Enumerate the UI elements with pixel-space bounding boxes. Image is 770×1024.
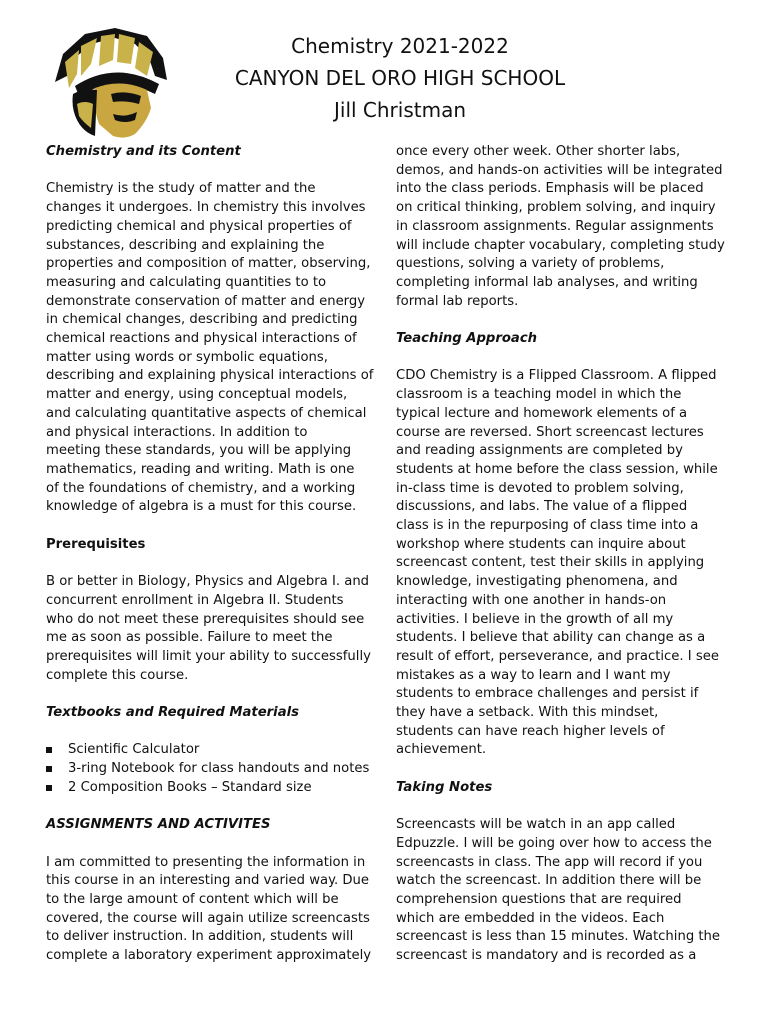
paragraph-line: demos, and hands-on activities will be integrated [396, 162, 723, 178]
paragraph-line: Chemistry is the study of matter and the [46, 181, 316, 197]
prerequisites-heading: Prerequisites [46, 536, 146, 552]
paragraph-line: activities. I believe in the growth of all my [396, 611, 674, 627]
paragraph-line: complete this course. [46, 667, 189, 683]
paragraph-line: Screencasts will be watch in an app called [396, 817, 676, 833]
paragraph-line: demonstrate conservation of matter and energy [46, 293, 366, 309]
assignments-continued-paragraph [396, 143, 731, 311]
paragraph-line: students. I believe that ability can change as a [396, 630, 706, 646]
paragraph-line: concurrent enrollment in Algebra II. Students [46, 592, 344, 608]
paragraph-line: complete a laboratory experiment approximately [46, 948, 372, 964]
teaching-approach-paragraph [396, 367, 731, 760]
paragraph-line: to deliver instruction. In addition, students will [46, 929, 354, 945]
paragraph-line: on critical thinking, problem solving, and inquiry [396, 200, 716, 216]
paragraph-line: interacting with one another in hands-on [396, 592, 667, 608]
paragraph-line: and physical interactions. In addition to [46, 424, 308, 440]
bullet-icon [46, 785, 52, 791]
paragraph-line: and calculating quantitative aspects of chemical [46, 405, 367, 421]
taking-notes-heading: Taking Notes [396, 779, 493, 795]
paragraph-line: describing and explaining physical interactions of [46, 368, 374, 384]
list-item-text: Scientific Calculator [68, 742, 200, 758]
paragraph-line: completing informal lab analyses, and writing [396, 274, 698, 290]
paragraph-line: screencast content, test their skills in applying [396, 555, 705, 571]
paragraph-line: screencasts in class. The app will record if you [396, 854, 703, 870]
list-item-text: 3-ring Notebook for class handouts and notes [68, 761, 370, 777]
paragraph-line: discussions, and labs. The value of a flipped [396, 499, 688, 515]
paragraph-line: in-class time is devoted to problem solving, [396, 480, 684, 496]
course-title: Chemistry 2021-2022 [291, 34, 509, 58]
paragraph-line: to the large amount of content which will be [46, 892, 339, 908]
assignments-paragraph [46, 854, 378, 966]
paragraph-line: comprehension questions that are required [396, 892, 682, 908]
list-item [46, 779, 378, 798]
teaching-approach-heading: Teaching Approach [396, 331, 538, 347]
materials-heading: Textbooks and Required Materials [46, 705, 299, 721]
assignments-heading: ASSIGNMENTS AND ACTIVITES [46, 817, 271, 833]
paragraph-line: of the foundations of chemistry, and a working [46, 480, 356, 496]
paragraph-line: result of effort, perseverance, and practice. I see [396, 648, 719, 664]
paragraph-line: Edpuzzle. I will be going over how to access the [396, 835, 712, 851]
paragraph-line: and reading assignments are completed by [396, 443, 683, 459]
content-heading: Chemistry and its Content [46, 144, 241, 159]
paragraph-line: class is in the repurposing of class time into a [396, 518, 699, 534]
paragraph-line: in chemical changes, describing and predicting [46, 312, 358, 328]
materials-list [46, 741, 378, 797]
paragraph-line: once every other week. Other shorter labs, [396, 144, 681, 159]
paragraph-line: watch the screencast. In addition there will be [396, 873, 702, 889]
bullet-icon [46, 747, 52, 753]
paragraph-line: this course in an interesting and varied way. Due [46, 873, 370, 889]
bullet-icon [46, 766, 52, 772]
paragraph-line: knowledge of algebra is a must for this course. [46, 499, 357, 515]
paragraph-line: screencast is mandatory and is recorded as a [396, 948, 697, 964]
paragraph-line: predicting chemical and physical properties of [46, 218, 352, 234]
paragraph-line: changes it undergoes. In chemistry this involves [46, 200, 366, 216]
list-item [46, 760, 378, 779]
paragraph-line: meeting these standards, you will be applying [46, 443, 352, 459]
list-item [46, 741, 378, 760]
paragraph-line: students to embrace challenges and persist if [396, 686, 699, 702]
document-header [175, 30, 625, 126]
taking-notes-paragraph [396, 816, 731, 966]
paragraph-line: me as soon as possible. Failure to meet the [46, 630, 333, 646]
paragraph-line: substances, describing and explaining the [46, 237, 325, 253]
paragraph-line: measuring and calculating quantities to to [46, 274, 327, 290]
paragraph-line: CDO Chemistry is a Flipped Classroom. A flipped [396, 368, 717, 384]
paragraph-line: students can have reach higher levels of [396, 723, 665, 739]
paragraph-line: properties and composition of matter, observing, [46, 256, 371, 272]
prerequisites-paragraph [46, 573, 378, 685]
teacher-name: Jill Christman [333, 98, 467, 122]
paragraph-line: typical lecture and homework elements of a [396, 405, 688, 421]
right-column [396, 143, 731, 966]
content-paragraph [46, 180, 378, 517]
paragraph-line: knowledge, investigating phenomena, and [396, 574, 678, 590]
paragraph-line: prerequisites will limit your ability to successfully [46, 648, 371, 664]
paragraph-line: who do not meet these prerequisites should see [46, 611, 365, 627]
paragraph-line: formal lab reports. [396, 293, 519, 309]
paragraph-line: matter using words or symbolic equations, [46, 349, 328, 365]
paragraph-line: classroom is a teaching model in which the [396, 387, 682, 403]
paragraph-line: B or better in Biology, Physics and Algebra I. and [46, 574, 370, 590]
paragraph-line: I am committed to presenting the information in [46, 854, 366, 870]
left-column [46, 143, 378, 966]
paragraph-line: mistakes as a way to learn and I want my [396, 667, 671, 683]
paragraph-line: into the class periods. Emphasis will be placed [396, 181, 704, 197]
list-item-text: 2 Composition Books – Standard size [68, 779, 312, 795]
school-name: CANYON DEL ORO HIGH SCHOOL [234, 66, 566, 90]
paragraph-line: in classroom assignments. Regular assignments [396, 218, 714, 234]
paragraph-line: students at home before the class session, while [396, 461, 718, 477]
dorado-mascot-icon [55, 24, 175, 142]
dorado-mascot-logo [55, 24, 175, 142]
paragraph-line: chemical reactions and physical interactions of [46, 331, 357, 347]
paragraph-line: which are embedded in the videos. Each [396, 910, 665, 926]
paragraph-line: achievement. [396, 742, 487, 758]
paragraph-line: course are reversed. Short screencast lectures [396, 424, 704, 440]
paragraph-line: covered, the course will again utilize screencasts [46, 910, 370, 926]
paragraph-line: screencast is less than 15 minutes. Watching the [396, 929, 721, 945]
paragraph-line: workshop where students can inquire about [396, 536, 686, 552]
paragraph-line: mathematics, reading and writing. Math is one [46, 461, 355, 477]
paragraph-line: matter and energy, using conceptual models, [46, 387, 348, 403]
paragraph-line: they have a setback. With this mindset, [396, 705, 659, 721]
paragraph-line: will include chapter vocabulary, completing study [396, 237, 725, 253]
paragraph-line: questions, solving a variety of problems, [396, 256, 665, 272]
